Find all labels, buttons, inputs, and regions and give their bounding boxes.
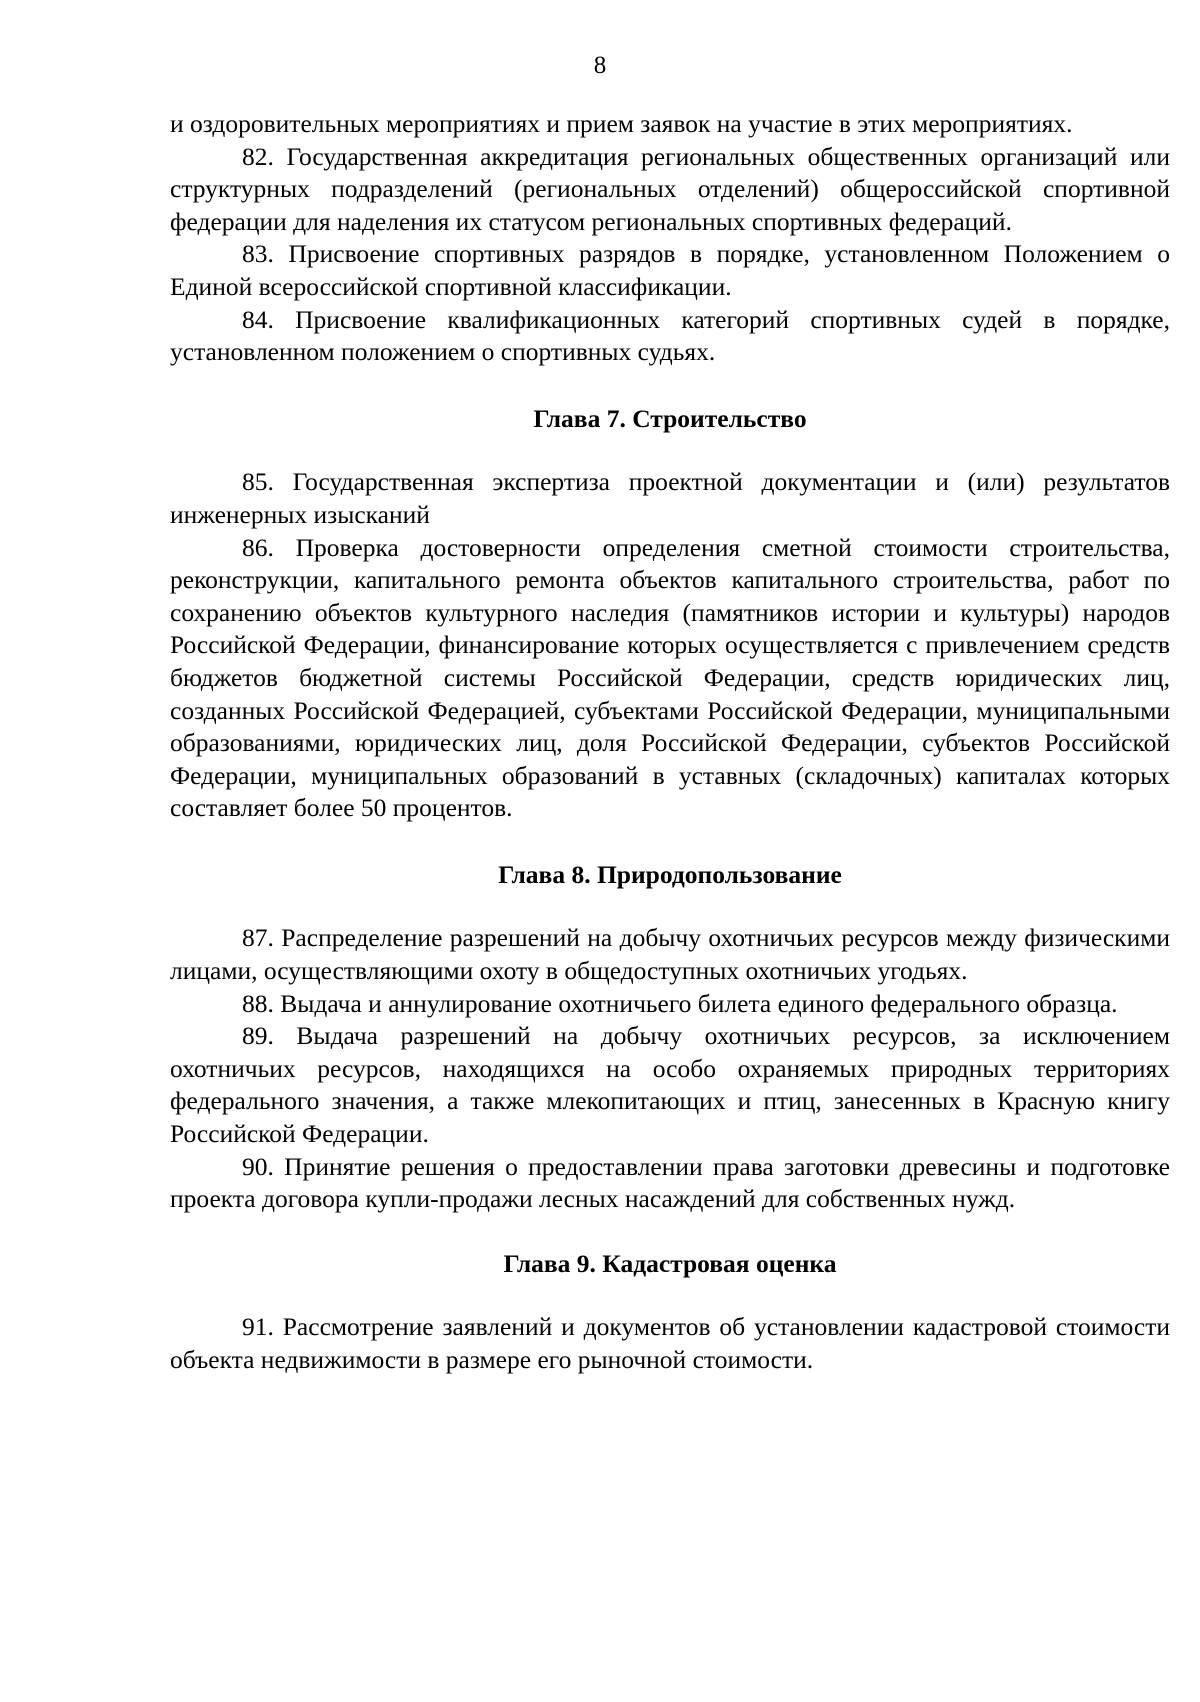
- item-85: 85. Государственная экспертиза проектной документации и (или) результатов инженерных изысканий: [170, 467, 1170, 529]
- document-body: [170, 108, 1170, 1377]
- chapter-7-heading: Глава 7. Строительство: [533, 403, 807, 433]
- chapter-8-heading: Глава 8. Природопользование: [498, 859, 842, 889]
- paragraph-continuation: и оздоровительных мероприятиях и прием заявок на участие в этих мероприятиях.: [170, 109, 1073, 138]
- page-number: 8: [593, 52, 607, 79]
- item-84: 84. Присвоение квалификационных категорий спортивных судей в порядке, установленном положением о спортивных судьях.: [170, 304, 1170, 367]
- item-88: 88. Выдача и аннулирование охотничьего билета единого федерального образца.: [242, 988, 1118, 1018]
- item-86: 86. Проверка достоверности определения сметной стоимости строительства, реконструкции, капитального ремонта объектов капитального строительства, работ по сохранению объектов культурного наследия (памятников истории и культуры) народов Российской Федерации, финансирование которых осуществляется с привлечением средств бюджетов бюджетной системы Российской Федерации, средств юридических лиц, созданных Российской Федерацией, субъектами Российской Федерации, муниципальными образованиями, юридических лиц, доля Российской Федерации, субъектов Российской Федерации, муниципальных образований в уставных (складочных) капиталах которых составляет более 50 процентов.: [170, 532, 1170, 823]
- item-83: 83. Присвоение спортивных разрядов в порядке, установленном Положением о Единой всероссийской спортивной классификации.: [170, 239, 1170, 301]
- item-82: 82. Государственная аккредитация региональных общественных организаций или структурных подразделений (региональных отделений) общероссийской спортивной федерации для наделения их статусом региональных спортивных федераций.: [170, 141, 1170, 236]
- item-89: 89. Выдача разрешений на добычу охотничьих ресурсов, за исключением охотничьих ресурсов, находящихся на особо охраняемых природных территориях федерального значения, а также млекопитающих и птиц, занесенных в Красную книгу Российской Федерации.: [170, 1021, 1170, 1149]
- item-87: 87. Распределение разрешений на добычу охотничьих ресурсов между физическими лицами, осуществляющими охоту в общедоступных охотничьих угодьях.: [170, 923, 1170, 986]
- item-90: 90. Принятие решения о предоставлении права заготовки древесины и подготовке проекта договора купли-продажи лесных насаждений для собственных нужд.: [170, 1151, 1170, 1214]
- chapter-9-heading: Глава 9. Кадастровая оценка: [503, 1248, 837, 1278]
- item-91: 91. Рассмотрение заявлений и документов об установлении кадастровой стоимости объекта недвижимости в размере его рыночной стоимости.: [170, 1312, 1170, 1374]
